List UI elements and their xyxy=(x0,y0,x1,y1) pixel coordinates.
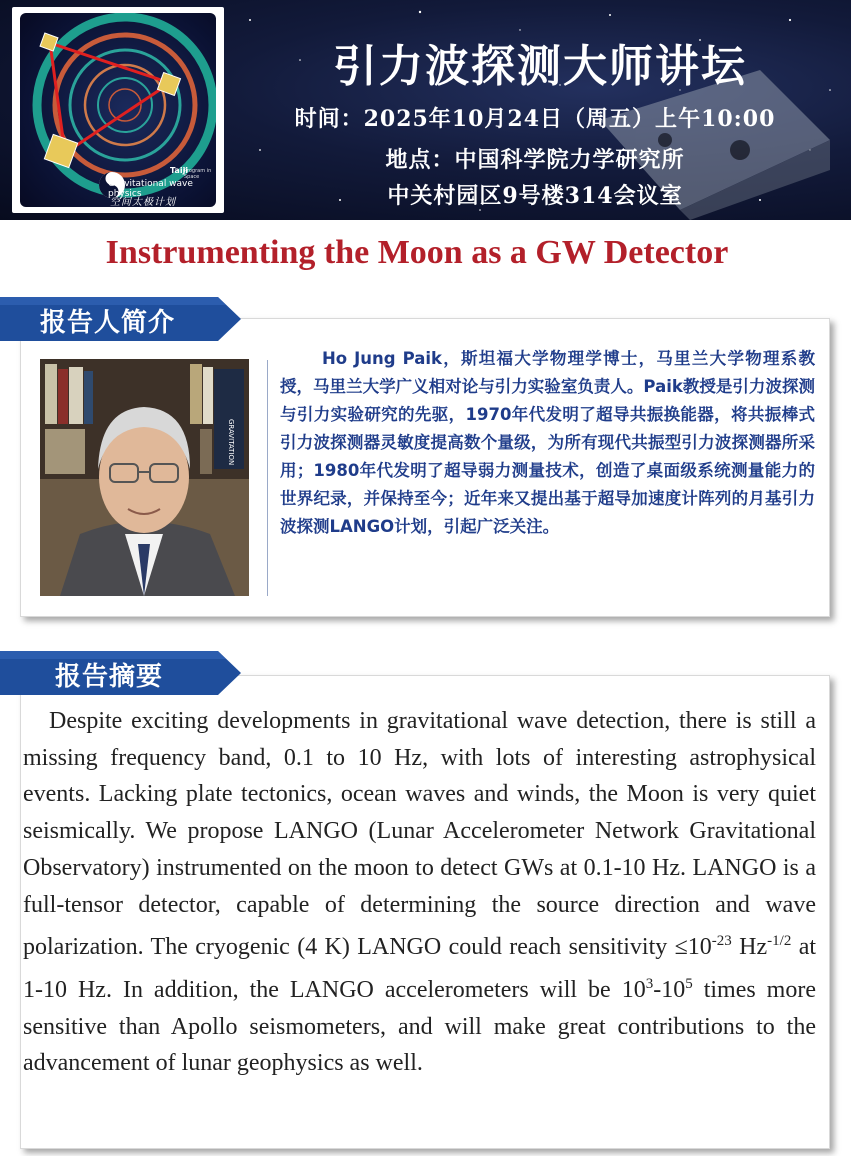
speaker-section-heading: 报告人简介 xyxy=(40,308,176,338)
abstract-part-3: at 1-10 Hz. In addition, the LANGO accelerometers will be 10 xyxy=(23,934,817,1003)
abstract-exponent-1: -23 xyxy=(711,933,732,950)
photo-divider xyxy=(267,360,268,596)
event-location: 地点：中国科学院力学研究所 xyxy=(385,147,685,173)
abstract-exponent-4: 5 xyxy=(685,975,693,992)
header-banner xyxy=(0,0,851,220)
abstract-part-2: Hz xyxy=(731,934,768,961)
abstract-part-5: times more sensitive than Apollo seismometers, and will make great contributions to the advancement of lunar geophysics as well. xyxy=(23,976,816,1077)
logo-chinese-text: 空间太极计划 xyxy=(110,197,176,208)
logo-gw-text: Gravitational wave physics xyxy=(108,179,193,199)
talk-title: Instrumenting the Moon as a GW Detector xyxy=(105,234,729,271)
speaker-photo xyxy=(40,359,249,596)
abstract-exponent-2: -1/2 xyxy=(767,933,792,950)
abstract-exponent-3: 3 xyxy=(645,975,654,992)
abstract-part-1: Despite exciting developments in gravitational wave detection, there is still a missing frequency band, 0.1 to 10 Hz, with lots of interesting astrophysical events. Lacking plate tectonics, ocean waves and winds, the Moon is very quiet seismically. We propose LANGO (Lunar Accelerometer Network Gravitational Observatory) instrumented on the moon to detect GWs at 0.1-10 Hz. LANGO is a full-tensor detector, capable of determining the source direction and wave polarization. The cryogenic (4 K) LANGO could reach sensitivity ≤10 xyxy=(23,708,816,961)
abstract-part-4: -10 xyxy=(653,976,686,1003)
book-spine-text: GRAVITATION xyxy=(227,419,235,466)
speaker-section-header xyxy=(0,297,241,341)
abstract-section-header xyxy=(0,651,241,695)
event-room: 中关村园区9号楼314会议室 xyxy=(387,183,683,209)
speaker-bio: Ho Jung Paik，斯坦福大学物理学博士，马里兰大学物理系教授，马里兰大学广义相对论与引力实验室负责人。Paik教授是引力波探测与引力实验研究的先驱，1970年代发明了超导共振换能器，将共振棒式引力波探测器灵敏度提高数个量级，为所有现代共振型引力波探测器所采用；1980年代发明了超导弱力测量技术，创造了桌面级系统测量能力的世界纪录，并保持至今；近年来又提出基于超导加速度计阵列的月基引力波探测LANGO计划，引起广泛关注。 xyxy=(280,349,815,536)
taiji-logo xyxy=(12,7,224,213)
logo-taiji-sub: Program in Space xyxy=(184,168,212,180)
logo-taiji-text: Taiji xyxy=(170,166,189,175)
lecture-series-title: 引力波探测大师讲坛 xyxy=(333,41,747,92)
abstract-section-heading: 报告摘要 xyxy=(55,662,164,692)
abstract-text xyxy=(23,703,816,1082)
event-time: 时间：2025年10月24日（周五）上午10:00 xyxy=(294,106,776,132)
